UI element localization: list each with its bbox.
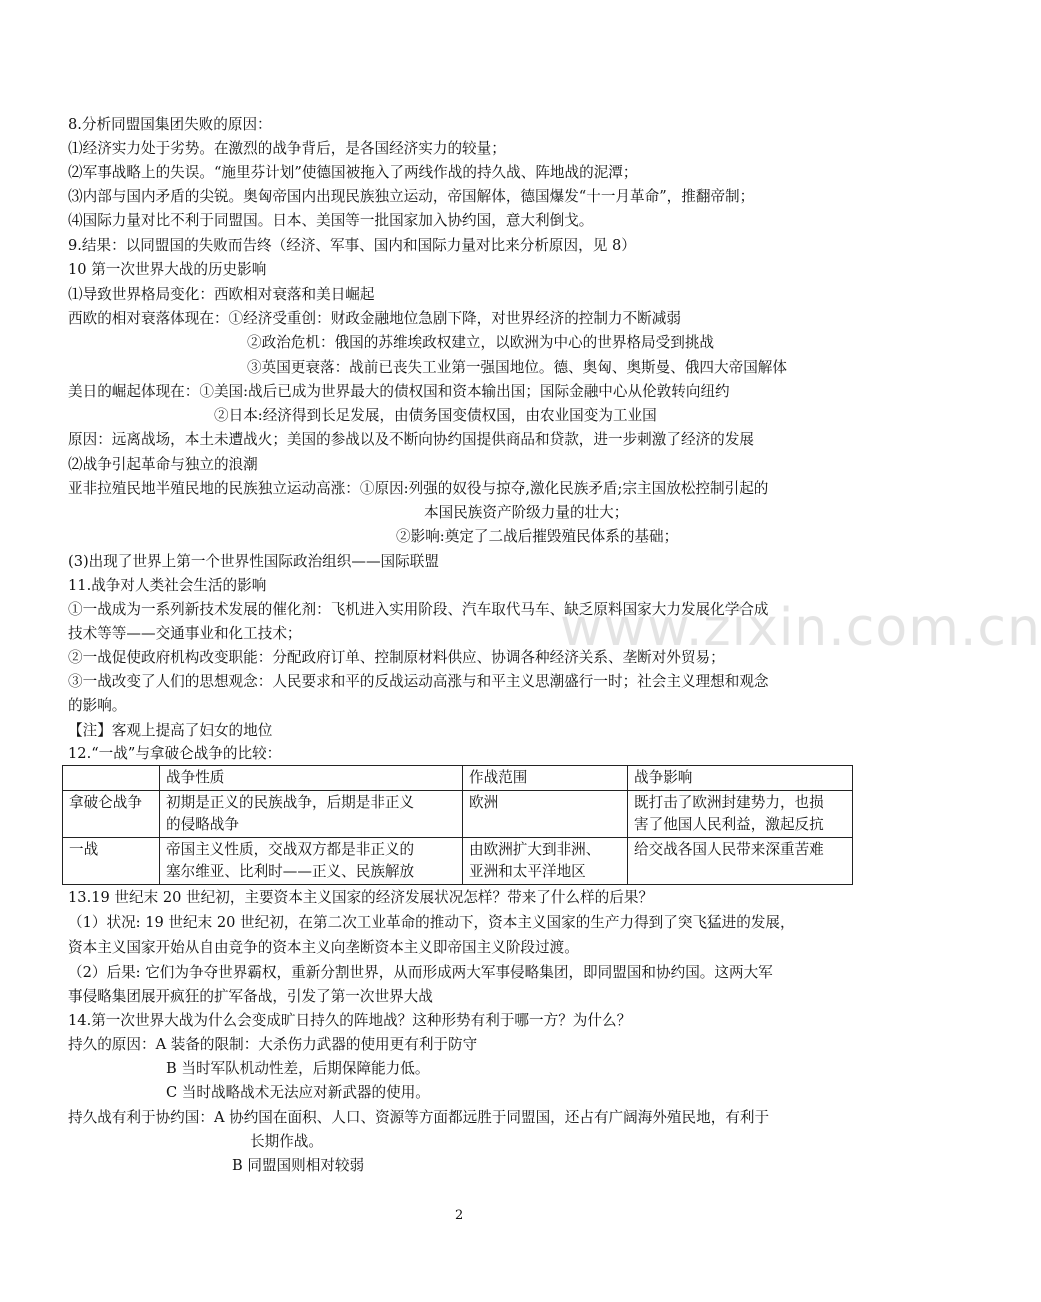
text-line: ⑴经济实力处于劣势。在激烈的战争背后，是各国经济实力的较量； [68,140,506,157]
text-line: ②一战促使政府机构改变职能：分配政府订单、控制原材料供应、协调各种经济关系、垄断对外贸易； [68,649,725,666]
table-cell [63,838,160,885]
text-line: ⑴导致世界格局变化：西欧相对衰落和美日崛起 [68,286,375,303]
text-line: 原因：远离战场，本土未遭战火；美国的参战以及不断向协约国提供商品和贷款，进一步刺激了经济的发展 [68,431,754,448]
text-line: 事侵略集团展开疯狂的扩军备战，引发了第一次世界大战 [68,988,433,1005]
text-line: （1）状况: 19 世纪末 20 世纪初，在第二次工业革命的推动下，资本主义国家的生产力得到了突飞猛进的发展， [68,914,795,931]
text-line: 技术等等——交通事业和化工技术； [68,625,302,642]
text-line: ⑶内部与国内矛盾的尖锐。奥匈帝国内出现民族独立运动，帝国解体，德国爆发“十一月革命”，推翻帝制； [68,188,755,205]
row-name: 一战 [69,841,99,858]
table-header-cell: 作战范围 [463,766,628,791]
text-line: （2）后果: 它们为争夺世界霸权，重新分割世界，从而形成两大军事侵略集团，即同盟国和协约国。这两大军 [68,964,773,981]
cell-line: 帝国主义性质，交战双方都是非正义的 [166,841,415,858]
cell-line: 塞尔维亚、比利时——正义、民族解放 [166,863,415,880]
text-line: 长期作战。 [250,1133,323,1150]
text-line: ③一战改变了人们的思想观念：人民要求和平的反战运动高涨与和平主义思潮盛行一时；社会主义理想和观念 [68,673,769,690]
text-line: 资本主义国家开始从自由竞争的资本主义向垄断资本主义即帝国主义阶段过渡。 [68,939,579,956]
text-line: 亚非拉殖民地半殖民地的民族独立运动高涨：①原因:列强的奴役与掠夺,激化民族矛盾;宗主国放松控制引起的 [68,480,769,497]
page-number: 2 [455,1208,464,1223]
table-header-row [63,766,853,791]
cell-line: 害了他国人民利益，激起反抗 [634,816,824,833]
section-12-heading: 12.“一战”与拿破仑战争的比较： [68,745,282,762]
table-row [63,791,853,838]
table-cell [628,791,853,838]
cell-line: 由欧洲扩大到非洲、 [469,841,601,858]
note-line: 【注】客观上提高了妇女的地位 [68,722,273,739]
section-9-heading: 9.结果：以同盟国的失败而告终（经济、军事、国内和国际力量对比来分析原因，见 8） [68,237,636,254]
text-line: ⑵军事战略上的失误。“施里芬计划”使德国被拖入了两线作战的持久战、阵地战的泥潭； [68,164,638,181]
text-line: ②政治危机：俄国的苏维埃政权建立，以欧洲为中心的世界格局受到挑战 [247,334,715,351]
section-11-heading: 11.战争对人类社会生活的影响 [68,577,267,594]
text-line: (3)出现了世界上第一个世界性国际政治组织——国际联盟 [68,553,439,570]
text-line: 西欧的相对衰落体现在：①经济受重创：财政金融地位急剧下降，对世界经济的控制力不断减弱 [68,310,681,327]
comparison-table [62,765,853,885]
table-cell [463,838,628,885]
text-line: 持久战有利于协约国：A 协约国在面积、人口、资源等方面都远胜于同盟国，还占有广阔海外殖民地，有利于 [68,1109,770,1126]
cell-line: 欧洲 [469,794,499,811]
table-header-cell [63,766,160,791]
table-header-cell: 战争影响 [628,766,853,791]
cell-line: 给交战各国人民带来深重苦难 [634,841,824,858]
text-line: ③英国更衰落：战前已丧失工业第一强国地位。德、奥匈、奥斯曼、俄四大帝国解体 [247,359,787,376]
text-line: C 当时战略战术无法应对新武器的使用。 [166,1084,430,1101]
text-line: ②影响:奠定了二战后摧毁殖民体系的基础； [396,528,679,545]
text-line: 美日的崛起体现在：①美国:战后已成为世界最大的债权国和资本输出国；国际金融中心从伦敦转向纽约 [68,383,730,400]
text-line: ②日本:经济得到长足发展，由债务国变债权国，由农业国变为工业国 [214,407,657,424]
text-line: 持久的原因：A 装备的限制：大杀伤力武器的使用更有利于防守 [68,1036,478,1053]
watermark: www.zixin.com.cn [560,598,1041,658]
table-cell [463,791,628,838]
text-line: 本国民族资产阶级力量的壮大； [424,504,629,521]
table-cell [160,838,463,885]
text-line: ⑵战争引起革命与独立的浪潮 [68,456,258,473]
section-8-heading: 8.分析同盟国集团失败的原因： [68,116,272,133]
section-13-heading: 13.19 世纪末 20 世纪初，主要资本主义国家的经济发展状况怎样？带来了什么样的后果？ [68,889,654,906]
text-line: B 同盟国则相对较弱 [232,1157,365,1174]
cell-line: 亚洲和太平洋地区 [469,863,586,880]
text-line: 的影响。 [68,697,127,714]
row-name: 拿破仑战争 [69,794,142,811]
table-cell [63,791,160,838]
section-14-heading: 14.第一次世界大战为什么会变成旷日持久的阵地战？这种形势有利于哪一方？为什么？ [68,1012,632,1029]
text-line: ⑷国际力量对比不利于同盟国。日本、美国等一批国家加入协约国，意大利倒戈。 [68,212,594,229]
text-line: ①一战成为一系列新技术发展的催化剂：飞机进入实用阶段、汽车取代马车、缺乏原料国家大力发展化学合成 [68,601,769,618]
cell-line: 既打击了欧洲封建势力，也损 [634,794,824,811]
text-line: B 当时军队机动性差，后期保障能力低。 [166,1060,430,1077]
cell-line: 初期是正义的民族战争，后期是非正义 [166,794,415,811]
table-cell [628,838,853,885]
table-cell [160,791,463,838]
section-10-heading: 10 第一次世界大战的历史影响 [68,261,267,278]
table-row [63,838,853,885]
table-header-cell: 战争性质 [160,766,463,791]
cell-line: 的侵略战争 [166,816,239,833]
